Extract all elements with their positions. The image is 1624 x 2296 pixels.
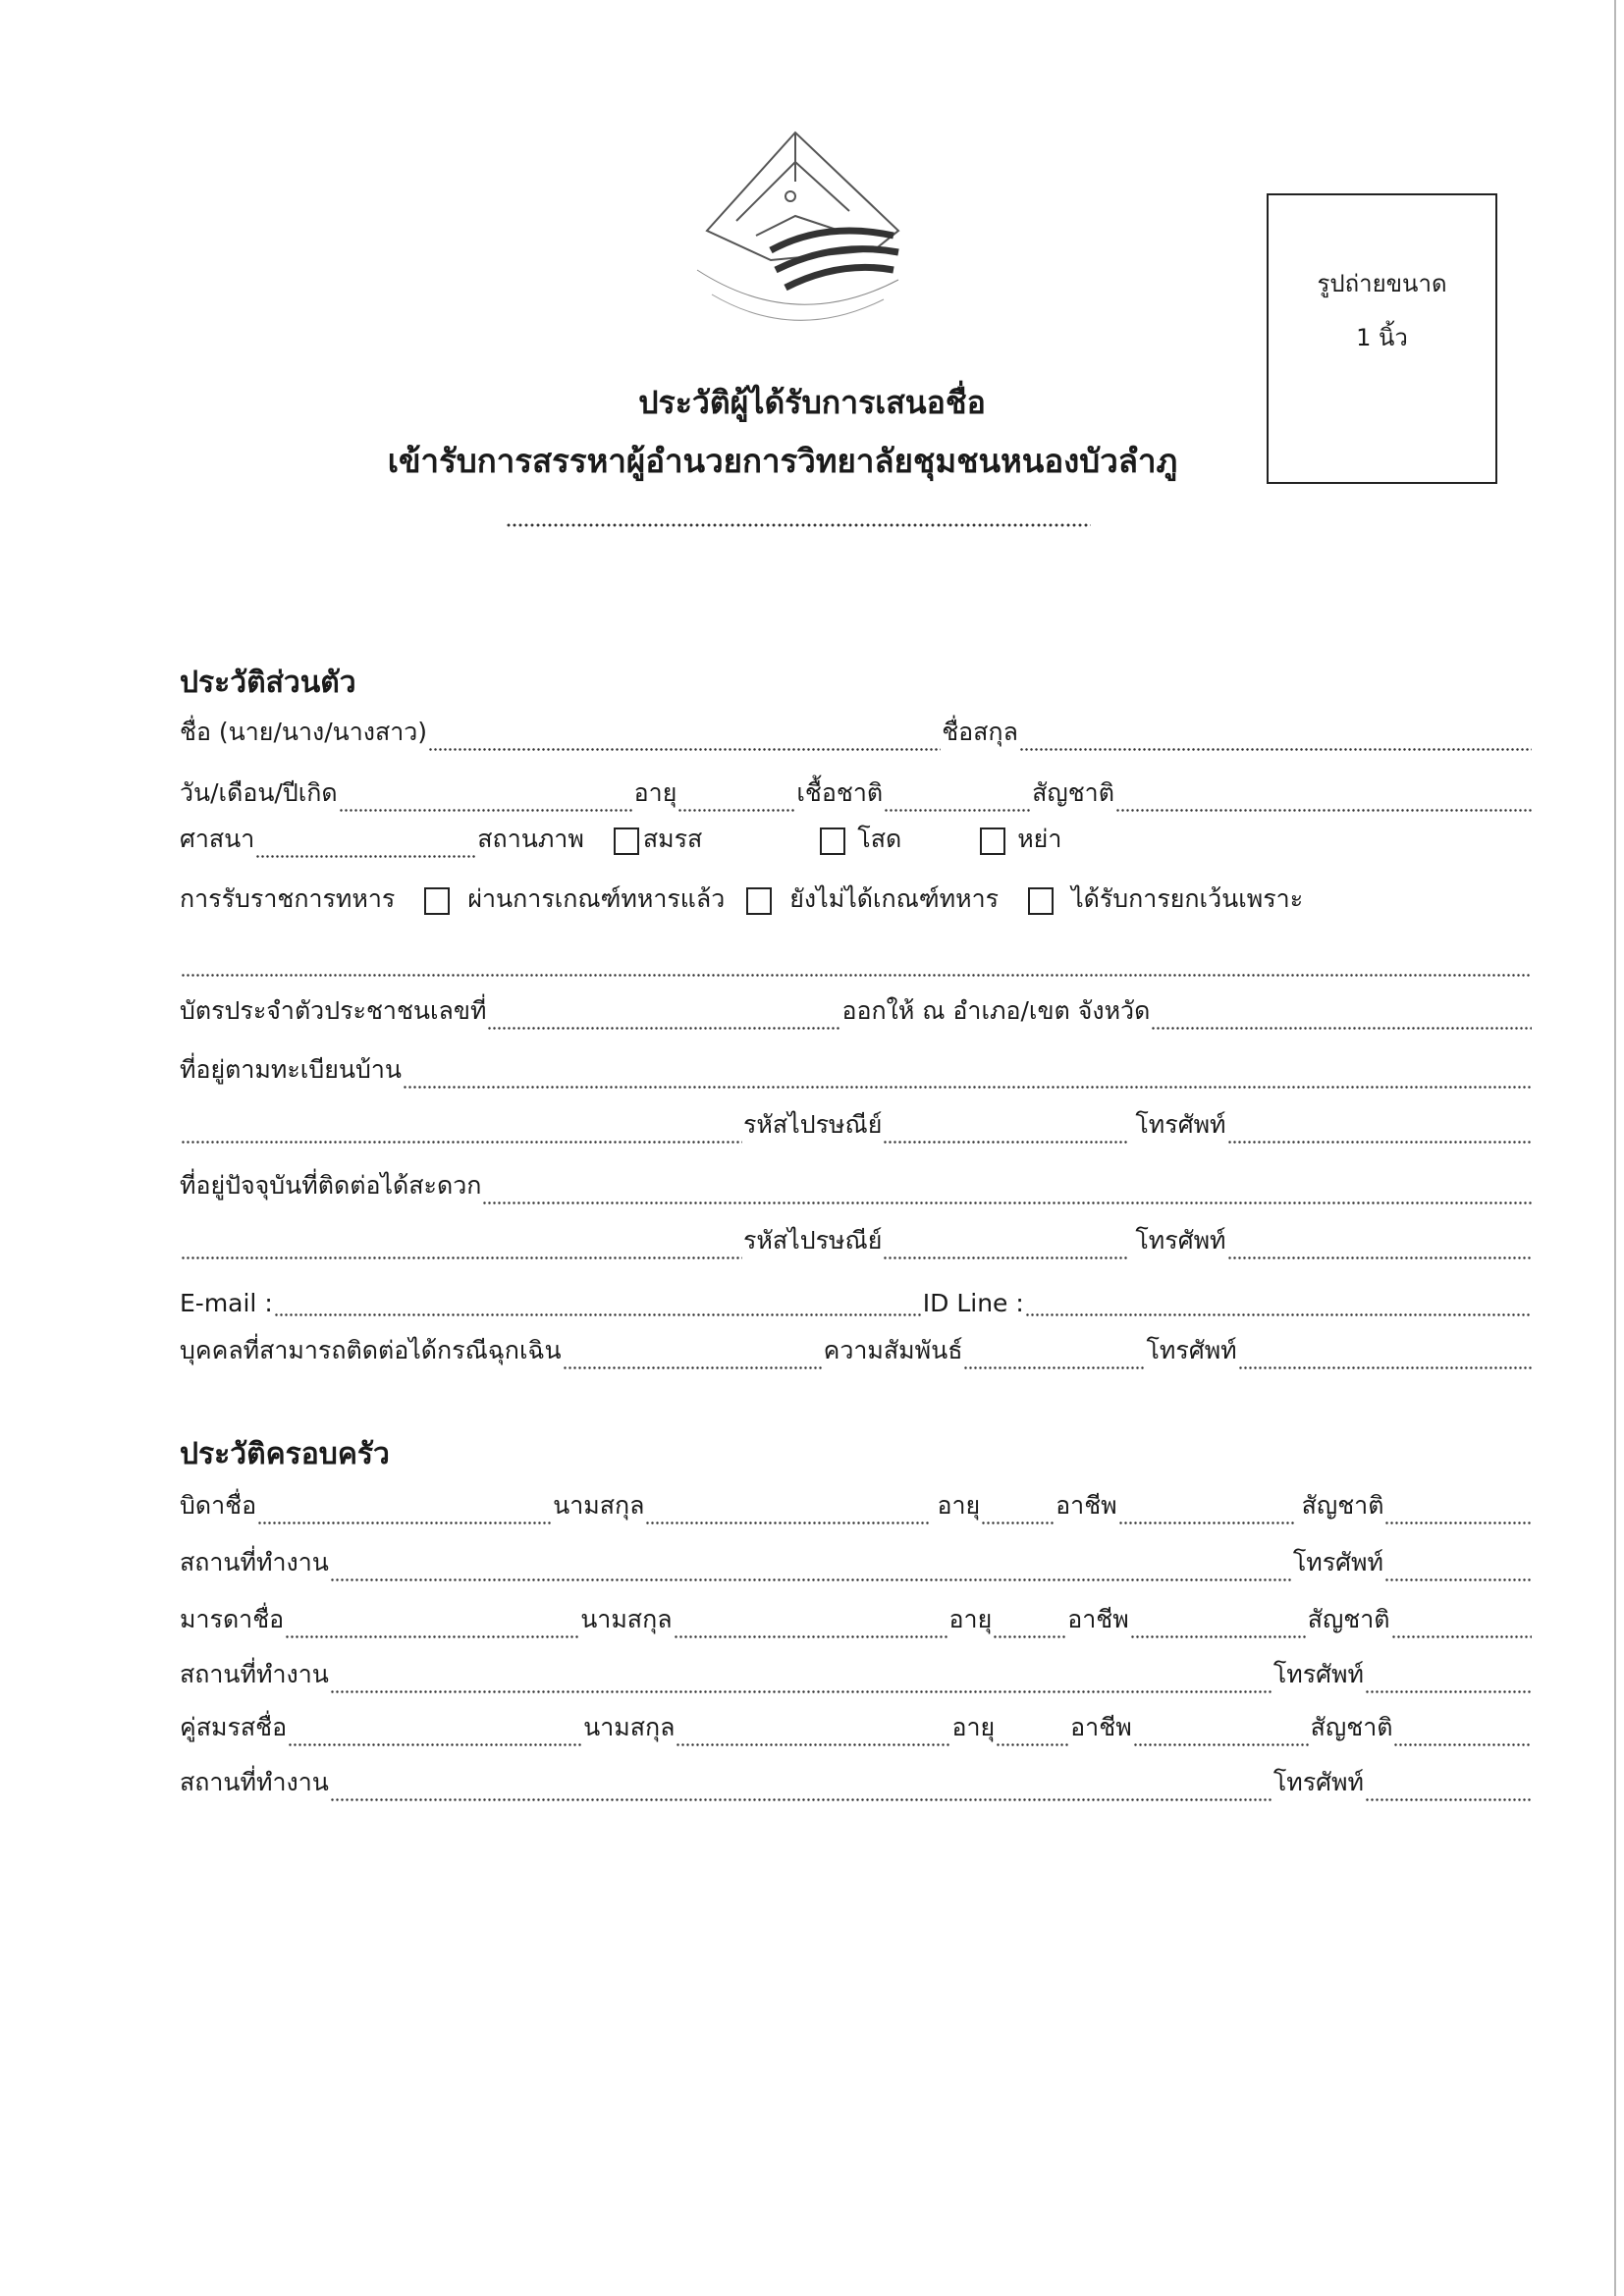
mother-phone-field[interactable] (1365, 1665, 1532, 1694)
father-surname-label: นามสกุล (553, 1491, 645, 1520)
emergency-contact-label: บุคคลที่สามารถติดต่อได้กรณีฉุกเฉิน (180, 1336, 562, 1364)
religion-field[interactable] (255, 829, 476, 859)
line-id-label: ID Line : (922, 1289, 1024, 1317)
mother-name-field[interactable] (285, 1610, 579, 1639)
institute-logo (677, 123, 923, 334)
spouse-workplace-label: สถานที่ทำงาน (180, 1768, 329, 1796)
military-not-checkbox[interactable] (746, 887, 772, 915)
mother-nationality-label: สัญชาติ (1307, 1605, 1390, 1633)
current-postal-code-label: รหัสไปรษณีย์ (743, 1226, 883, 1255)
postal-code-field[interactable] (883, 1115, 1128, 1145)
mother-workplace-field[interactable] (330, 1665, 1272, 1694)
military-not-label: ยังไม่ได้เกณฑ์ทหาร (789, 884, 1000, 913)
row-mother-work (180, 1655, 1533, 1694)
father-label: บิดาชื่อ (180, 1491, 257, 1520)
spouse-name-field[interactable] (288, 1718, 582, 1747)
current-address-field[interactable] (482, 1176, 1532, 1205)
mother-surname-label: นามสกุล (580, 1605, 673, 1633)
spouse-nationality-field[interactable] (1393, 1718, 1532, 1747)
current-address-label: ที่อยู่ปัจจุบันที่ติดต่อได้สะดวก (180, 1171, 482, 1200)
registered-address-field[interactable] (403, 1060, 1532, 1090)
row-current-address (180, 1166, 1533, 1205)
spouse-label: คู่สมรสชื่อ (180, 1713, 288, 1741)
registered-address-line2-field[interactable] (181, 1115, 742, 1145)
row-spouse-work (180, 1763, 1533, 1802)
military-done-label: ผ่านการเกณฑ์ทหารแล้ว (467, 884, 726, 913)
issued-at-label: ออกให้ ณ อำเภอ/เขต จังหวัด (841, 996, 1151, 1025)
spouse-occupation-field[interactable] (1133, 1718, 1310, 1747)
registered-address-label: ที่อยู่ตามทะเบียนบ้าน (180, 1055, 402, 1084)
spouse-workplace-field[interactable] (330, 1773, 1272, 1802)
spouse-surname-field[interactable] (676, 1718, 950, 1747)
mother-occupation-label: อาชีพ (1067, 1605, 1129, 1633)
father-surname-field[interactable] (645, 1496, 930, 1525)
emergency-contact-field[interactable] (563, 1341, 823, 1370)
military-label: การรับราชการทหาร (180, 884, 396, 913)
father-occupation-label: อาชีพ (1056, 1491, 1117, 1520)
surname-label: ชื่อสกุล (942, 718, 1018, 746)
married-checkbox[interactable] (614, 828, 639, 855)
father-age-label: อายุ (937, 1491, 981, 1520)
spouse-nationality-label: สัญชาติ (1310, 1713, 1393, 1741)
id-card-field[interactable] (487, 1001, 840, 1031)
postal-code-label: รหัสไปรษณีย์ (743, 1110, 883, 1139)
id-card-label: บัตรประจำตัวประชาชนเลขที่ (180, 996, 487, 1025)
email-label: E-mail : (180, 1289, 273, 1317)
row-military (180, 880, 1533, 919)
single-label: โสด (857, 825, 902, 853)
line-id-field[interactable] (1025, 1288, 1532, 1317)
emergency-phone-label: โทรศัพท์ (1146, 1336, 1237, 1364)
mother-surname-field[interactable] (674, 1610, 948, 1639)
surname-field[interactable] (1019, 722, 1532, 752)
row-id-card (180, 991, 1533, 1031)
row-current-postal (180, 1221, 1533, 1260)
religion-label: ศาสนา (180, 825, 255, 853)
nationality-field[interactable] (1115, 783, 1532, 813)
section-family: ประวัติครอบครัว (180, 1437, 390, 1471)
divorced-label: หย่า (1017, 825, 1062, 853)
row-dob (180, 774, 1533, 813)
spouse-phone-label: โทรศัพท์ (1272, 1768, 1364, 1796)
race-field[interactable] (884, 783, 1031, 813)
relationship-field[interactable] (963, 1341, 1145, 1370)
form-subtitle: เข้ารับการสรรหาผู้อำนวยการวิทยาลัยชุมชนหนองบัวลำภู (387, 442, 1178, 480)
father-age-field[interactable] (981, 1496, 1055, 1525)
phone-label: โทรศัพท์ (1135, 1110, 1226, 1139)
current-postal-code-field[interactable] (883, 1231, 1128, 1260)
father-nationality-label: สัญชาติ (1301, 1491, 1384, 1520)
relationship-label: ความสัมพันธ์ (823, 1336, 963, 1364)
military-exempt-label: ได้รับการยกเว้นเพราะ (1071, 884, 1304, 913)
photo-size: 1 นิ้ว (1356, 324, 1408, 351)
row-registered-address (180, 1050, 1533, 1090)
name-label: ชื่อ (นาย/นาง/นางสาว) (180, 718, 428, 746)
father-workplace-label: สถานที่ทำงาน (180, 1548, 329, 1576)
age-field[interactable] (677, 783, 795, 813)
dob-field[interactable] (339, 783, 633, 813)
spouse-surname-label: นามสกุล (583, 1713, 676, 1741)
row-registered-postal (180, 1105, 1533, 1145)
spouse-occupation-label: อาชีพ (1070, 1713, 1132, 1741)
page-edge (1614, 0, 1616, 2296)
spouse-phone-field[interactable] (1365, 1773, 1532, 1802)
row-religion (180, 820, 1533, 859)
status-label: สถานภาพ (477, 825, 584, 853)
row-mother (180, 1600, 1533, 1639)
row-emergency (180, 1331, 1533, 1370)
father-nationality-field[interactable] (1384, 1496, 1532, 1525)
row-name (180, 713, 1533, 752)
mother-label: มารดาชื่อ (180, 1605, 285, 1633)
race-label: เชื้อชาติ (796, 778, 884, 807)
mother-occupation-field[interactable] (1130, 1610, 1307, 1639)
father-phone-field[interactable] (1384, 1553, 1532, 1582)
father-occupation-field[interactable] (1118, 1496, 1295, 1525)
current-phone-label: โทรศัพท์ (1135, 1226, 1226, 1255)
father-phone-label: โทรศัพท์ (1292, 1548, 1383, 1576)
row-email (180, 1278, 1533, 1317)
row-spouse (180, 1708, 1533, 1747)
mother-workplace-label: สถานที่ทำงาน (180, 1660, 329, 1688)
row-father (180, 1486, 1533, 1525)
emergency-phone-field[interactable] (1238, 1341, 1532, 1370)
email-field[interactable] (274, 1288, 922, 1317)
mother-age-label: อายุ (948, 1605, 993, 1633)
military-exempt-checkbox[interactable] (1028, 887, 1054, 915)
divorced-checkbox[interactable] (980, 828, 1005, 855)
photo-label: รูปถ่ายขนาด (1317, 270, 1447, 297)
name-field[interactable] (428, 722, 941, 752)
spouse-age-label: อายุ (951, 1713, 996, 1741)
mother-phone-label: โทรศัพท์ (1272, 1660, 1364, 1688)
row-father-work (180, 1543, 1533, 1582)
current-address-line2-field[interactable] (181, 1231, 742, 1260)
spouse-age-field[interactable] (996, 1718, 1069, 1747)
dob-label: วัน/เดือน/ปีเกิด (180, 778, 338, 807)
military-done-checkbox[interactable] (424, 887, 450, 915)
section-personal: ประวัติส่วนตัว (180, 666, 356, 700)
single-checkbox[interactable] (820, 828, 845, 855)
row-exempt-reason (180, 938, 1533, 978)
nationality-label: สัญชาติ (1032, 778, 1114, 807)
title-fill-line[interactable] (506, 510, 1091, 530)
form-title: ประวัติผู้ได้รับการเสนอชื่อ (638, 384, 986, 421)
issued-at-field[interactable] (1151, 1001, 1532, 1031)
current-phone-field[interactable] (1227, 1231, 1532, 1260)
phone-field[interactable] (1227, 1115, 1532, 1145)
mother-age-field[interactable] (993, 1610, 1066, 1639)
married-label: สมรส (642, 825, 703, 853)
exempt-reason-field[interactable] (181, 948, 1532, 978)
father-workplace-field[interactable] (330, 1553, 1292, 1582)
father-name-field[interactable] (257, 1496, 552, 1525)
age-label: อายุ (633, 778, 677, 807)
mother-nationality-field[interactable] (1391, 1610, 1532, 1639)
